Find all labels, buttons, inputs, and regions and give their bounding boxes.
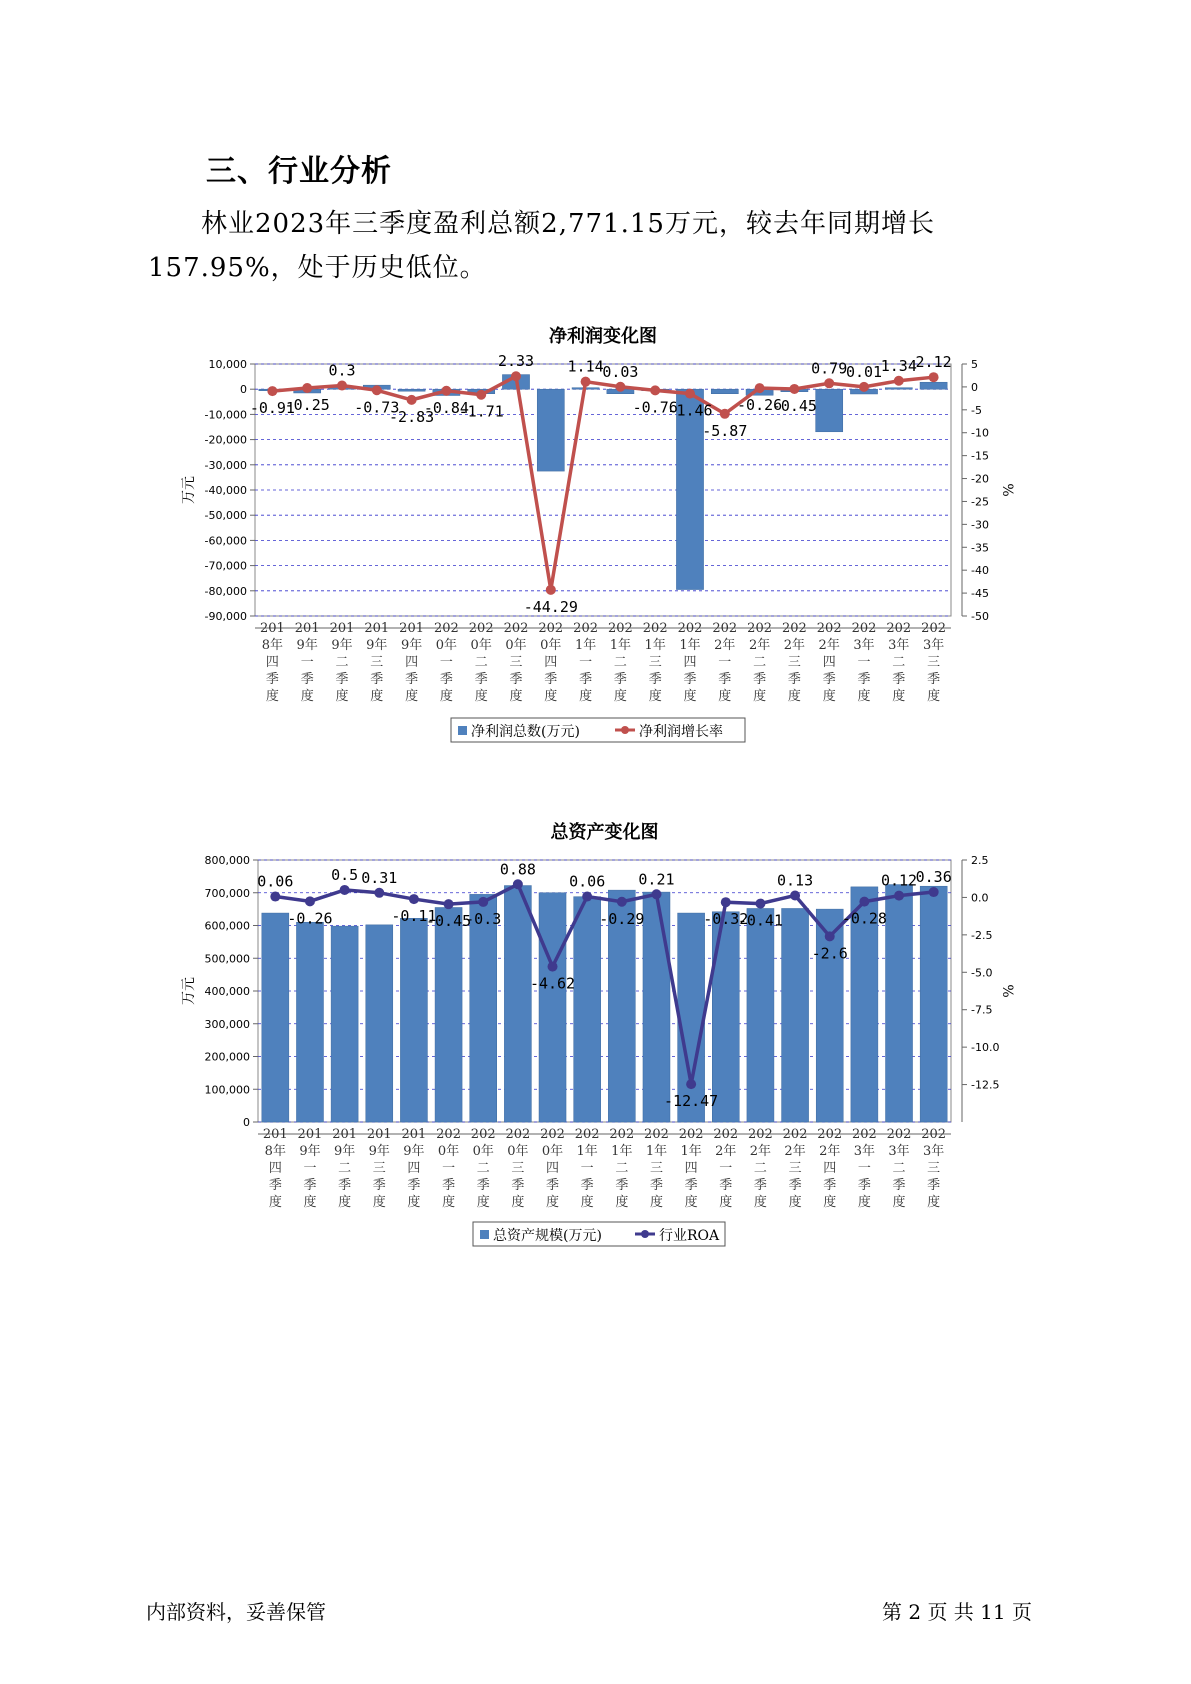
x-tick-label: 201 9年三季度 xyxy=(366,1127,392,1210)
series-point xyxy=(859,897,869,907)
y2-tick-label: -2.5 xyxy=(971,928,993,942)
x-tick-label: 202 1年四季度 xyxy=(677,621,703,704)
data-label: 0.36 xyxy=(915,868,952,887)
data-label: 0.13 xyxy=(777,871,814,890)
y2-tick-label: -5.0 xyxy=(971,966,993,980)
y-tick-label: -30,000 xyxy=(204,458,247,472)
series-point xyxy=(755,899,765,909)
x-tick-label: 202 1年二季度 xyxy=(609,1127,635,1210)
series-point xyxy=(270,892,280,902)
y-tick-label: -60,000 xyxy=(204,534,247,548)
data-label: -0.3 xyxy=(465,909,502,928)
bar xyxy=(574,897,601,1122)
series-point xyxy=(582,892,592,902)
x-tick-label: 202 2年一季度 xyxy=(712,621,738,704)
bar xyxy=(331,926,358,1122)
bar xyxy=(366,925,393,1122)
y-axis-title: 万元 xyxy=(181,977,197,1005)
series-point xyxy=(617,897,627,907)
series-point xyxy=(372,385,382,395)
data-label: -2.83 xyxy=(389,407,435,426)
series-point xyxy=(824,378,834,388)
series-point xyxy=(478,897,488,907)
y2-tick-label: -25 xyxy=(971,495,989,509)
net-profit-chart xyxy=(0,320,1191,775)
data-label: 1.14 xyxy=(567,357,604,376)
x-tick-label: 202 1年四季度 xyxy=(678,1127,704,1210)
x-tick-label: 202 0年二季度 xyxy=(470,1127,496,1210)
series-point xyxy=(790,890,800,900)
series-point xyxy=(546,585,556,595)
x-tick-label: 201 9年三季度 xyxy=(364,621,390,704)
data-label: -0.45 xyxy=(771,396,817,415)
x-tick-label: 201 9年四季度 xyxy=(399,621,425,704)
series-point xyxy=(441,386,451,396)
x-tick-label: 202 3年一季度 xyxy=(851,621,877,704)
x-tick-label: 202 2年二季度 xyxy=(747,621,773,704)
data-label: -0.29 xyxy=(599,909,645,928)
series-point xyxy=(444,899,454,909)
y-tick-label: 400,000 xyxy=(204,985,250,998)
data-label: -0.41 xyxy=(737,911,784,930)
series-point xyxy=(581,377,591,387)
legend-bar-label: 总资产规模(万元) xyxy=(493,1228,602,1244)
y-tick-label: -50,000 xyxy=(204,509,247,523)
data-label: -1.71 xyxy=(458,402,504,421)
y-tick-label: 10,000 xyxy=(208,358,247,371)
data-label: -0.32 xyxy=(703,910,749,929)
data-label: 2.12 xyxy=(915,353,952,372)
series-point xyxy=(651,889,661,899)
legend-line-label: 行业ROA xyxy=(659,1228,720,1244)
section-heading: 三、行业分析 xyxy=(206,154,392,189)
bar xyxy=(678,913,705,1122)
series-point xyxy=(407,395,417,405)
bar xyxy=(886,885,913,1122)
x-tick-label: 201 9年二季度 xyxy=(329,621,355,704)
data-label: -2.6 xyxy=(811,944,848,963)
y-tick-label: -80,000 xyxy=(204,584,247,598)
y2-tick-label: -5 xyxy=(971,403,982,417)
x-tick-label: 202 3年三季度 xyxy=(921,621,947,704)
data-label: -0.76 xyxy=(632,398,678,417)
y-tick-label: 600,000 xyxy=(204,919,250,933)
data-label: 0.5 xyxy=(331,865,359,884)
bar xyxy=(920,886,947,1122)
y2-tick-label: -7.5 xyxy=(971,1003,993,1017)
chart-title: 净利润变化图 xyxy=(549,326,657,347)
y-tick-label: 500,000 xyxy=(204,952,250,966)
series-point xyxy=(720,409,730,419)
x-tick-label: 202 3年二季度 xyxy=(886,621,912,704)
bar xyxy=(398,389,425,391)
series-point xyxy=(615,382,625,392)
y2-tick-label: 5 xyxy=(971,358,978,371)
bar xyxy=(920,382,947,389)
series-point xyxy=(409,894,419,904)
series-point xyxy=(305,896,315,906)
data-label: 0.03 xyxy=(602,362,639,381)
footer-confidential: 内部资料，妥善保管 xyxy=(146,1600,326,1624)
net-profit-chart-svg xyxy=(0,320,1191,775)
chart-title: 总资产变化图 xyxy=(550,822,659,843)
series-point xyxy=(755,383,765,393)
x-tick-label: 202 0年四季度 xyxy=(538,621,564,704)
data-label: -0.25 xyxy=(284,396,330,415)
y2-axis-title: % xyxy=(999,984,1015,998)
x-tick-label: 202 3年三季度 xyxy=(921,1127,947,1210)
series-point xyxy=(340,885,350,895)
data-label: -12.47 xyxy=(664,1092,719,1111)
y2-tick-label: -20 xyxy=(971,472,989,486)
x-tick-label: 202 1年三季度 xyxy=(644,1127,669,1210)
y-tick-label: 0 xyxy=(243,1116,250,1129)
y-tick-label: 0 xyxy=(240,383,247,397)
x-tick-label: 201 9年四季度 xyxy=(401,1127,427,1210)
y2-tick-label: -10 xyxy=(971,426,989,440)
data-label: 0.79 xyxy=(811,359,848,378)
bar xyxy=(747,908,774,1122)
x-tick-label: 201 8年四季度 xyxy=(262,1127,288,1210)
data-label: -0.11 xyxy=(391,907,437,926)
bar xyxy=(537,389,564,471)
data-label: -0.91 xyxy=(249,399,295,418)
y2-tick-label: -50 xyxy=(971,610,989,623)
legend-bar-label: 净利润总数(万元) xyxy=(471,724,580,740)
x-tick-label: 202 0年四季度 xyxy=(540,1127,565,1210)
y2-tick-label: -45 xyxy=(971,587,989,601)
data-label: 0.06 xyxy=(569,872,606,891)
data-label: -0.73 xyxy=(354,398,400,417)
series-point xyxy=(267,386,277,396)
data-label: 0.88 xyxy=(499,860,536,879)
data-label: -5.87 xyxy=(702,421,748,440)
bar xyxy=(262,913,289,1122)
data-label: 0.06 xyxy=(257,872,294,891)
bar xyxy=(782,908,809,1122)
total-assets-chart-svg xyxy=(0,816,1191,1271)
x-tick-label: 202 0年三季度 xyxy=(505,1127,531,1210)
data-label: -0.26 xyxy=(287,909,333,928)
legend-line-marker xyxy=(641,1230,649,1238)
x-tick-label: 202 2年二季度 xyxy=(748,1127,773,1210)
y-tick-label: 200,000 xyxy=(204,1050,250,1064)
data-label: 0.3 xyxy=(328,361,356,380)
legend-line-label: 净利润增长率 xyxy=(639,724,723,740)
series-point xyxy=(374,888,384,898)
series-point xyxy=(825,931,835,941)
bar xyxy=(711,389,738,394)
data-label: 0.21 xyxy=(638,870,675,889)
bar xyxy=(643,892,670,1122)
summary-paragraph: 林业2023年三季度盈利总额2,771.15万元，较去年同期增长157.95%，处于历史低位。 xyxy=(148,209,935,283)
y-tick-label: -70,000 xyxy=(204,559,247,573)
series-point xyxy=(929,372,939,382)
y2-tick-label: -30 xyxy=(971,518,989,532)
x-tick-label: 201 9年一季度 xyxy=(294,621,320,704)
bar xyxy=(400,918,427,1122)
total-assets-chart xyxy=(0,816,1191,1271)
series-point xyxy=(929,887,939,897)
x-tick-label: 202 2年三季度 xyxy=(782,1127,808,1210)
data-label: -0.26 xyxy=(737,396,783,415)
x-tick-label: 201 9年二季度 xyxy=(332,1127,358,1210)
bar xyxy=(435,907,462,1122)
y-axis-title: 万元 xyxy=(181,476,197,504)
series-point xyxy=(685,389,695,399)
data-label: 0.01 xyxy=(845,362,883,381)
y-tick-label: -10,000 xyxy=(204,408,247,422)
data-label: 2.33 xyxy=(497,352,535,371)
series-point xyxy=(650,385,660,395)
data-label: -1.46 xyxy=(667,401,713,420)
x-tick-label: 202 3年二季度 xyxy=(886,1127,912,1210)
data-label: 0.31 xyxy=(361,868,398,887)
x-tick-label: 202 3年一季度 xyxy=(851,1127,877,1210)
bar xyxy=(470,894,497,1122)
x-tick-label: 202 0年一季度 xyxy=(436,1127,461,1210)
y2-tick-label: -40 xyxy=(971,564,989,578)
x-tick-label: 202 1年二季度 xyxy=(607,621,633,704)
data-label: -0.84 xyxy=(423,398,469,417)
y-tick-label: 700,000 xyxy=(204,886,250,900)
footer-page-number: 第 2 页 共 11 页 xyxy=(882,1600,1032,1624)
bar xyxy=(296,922,323,1122)
legend-line-marker xyxy=(621,726,629,734)
x-tick-label: 202 1年三季度 xyxy=(642,621,668,704)
x-tick-label: 202 2年一季度 xyxy=(713,1127,739,1210)
y2-axis-title: % xyxy=(999,483,1015,497)
x-tick-label: 201 9年一季度 xyxy=(297,1127,323,1210)
y-tick-label: 800,000 xyxy=(204,854,250,867)
bar xyxy=(816,389,843,432)
x-tick-label: 202 0年一季度 xyxy=(433,621,459,704)
y-tick-label: -90,000 xyxy=(204,610,247,623)
series-point xyxy=(859,382,869,392)
data-label: -0.28 xyxy=(841,909,887,928)
y2-tick-label: -10.0 xyxy=(971,1041,1000,1055)
data-label: -0.45 xyxy=(425,912,472,931)
y2-tick-label: 0 xyxy=(971,380,978,394)
series-point xyxy=(686,1079,696,1089)
series-point xyxy=(511,371,521,381)
data-label: -44.29 xyxy=(523,597,578,616)
y-tick-label: -40,000 xyxy=(204,484,247,497)
data-label: 0.12 xyxy=(880,871,918,890)
x-tick-label: 202 0年三季度 xyxy=(503,621,529,704)
data-label: -4.62 xyxy=(529,974,576,993)
legend-bar-swatch xyxy=(458,726,467,735)
y2-tick-label: -35 xyxy=(971,541,989,555)
bar xyxy=(885,388,912,390)
series-point xyxy=(894,376,904,386)
y2-tick-label: 2.5 xyxy=(971,854,989,867)
y-tick-label: -20,000 xyxy=(204,433,247,447)
y2-tick-label: -15 xyxy=(971,449,989,463)
series-point xyxy=(548,962,558,972)
x-tick-label: 202 1年一季度 xyxy=(573,621,599,704)
x-tick-label: 202 0年二季度 xyxy=(468,621,494,704)
x-tick-label: 202 2年四季度 xyxy=(816,621,842,704)
series-point xyxy=(894,891,904,901)
series-point xyxy=(789,384,799,394)
x-tick-label: 202 2年三季度 xyxy=(781,621,807,704)
series-point xyxy=(721,897,731,907)
y-tick-label: 300,000 xyxy=(204,1017,250,1031)
x-tick-label: 202 2年四季度 xyxy=(817,1127,843,1210)
y-tick-label: 100,000 xyxy=(204,1083,250,1097)
x-tick-label: 202 1年一季度 xyxy=(574,1127,600,1210)
bar xyxy=(504,886,531,1122)
y2-tick-label: 0.0 xyxy=(971,891,989,905)
data-label: 1.34 xyxy=(880,356,917,375)
x-tick-label: 201 8年四季度 xyxy=(259,621,285,704)
legend-bar-swatch xyxy=(480,1230,489,1239)
series-point xyxy=(337,381,347,391)
series-point xyxy=(513,879,523,889)
series-point xyxy=(302,383,312,393)
y2-tick-label: -12.5 xyxy=(971,1078,1000,1092)
series-point xyxy=(476,390,486,400)
bar xyxy=(539,893,566,1122)
